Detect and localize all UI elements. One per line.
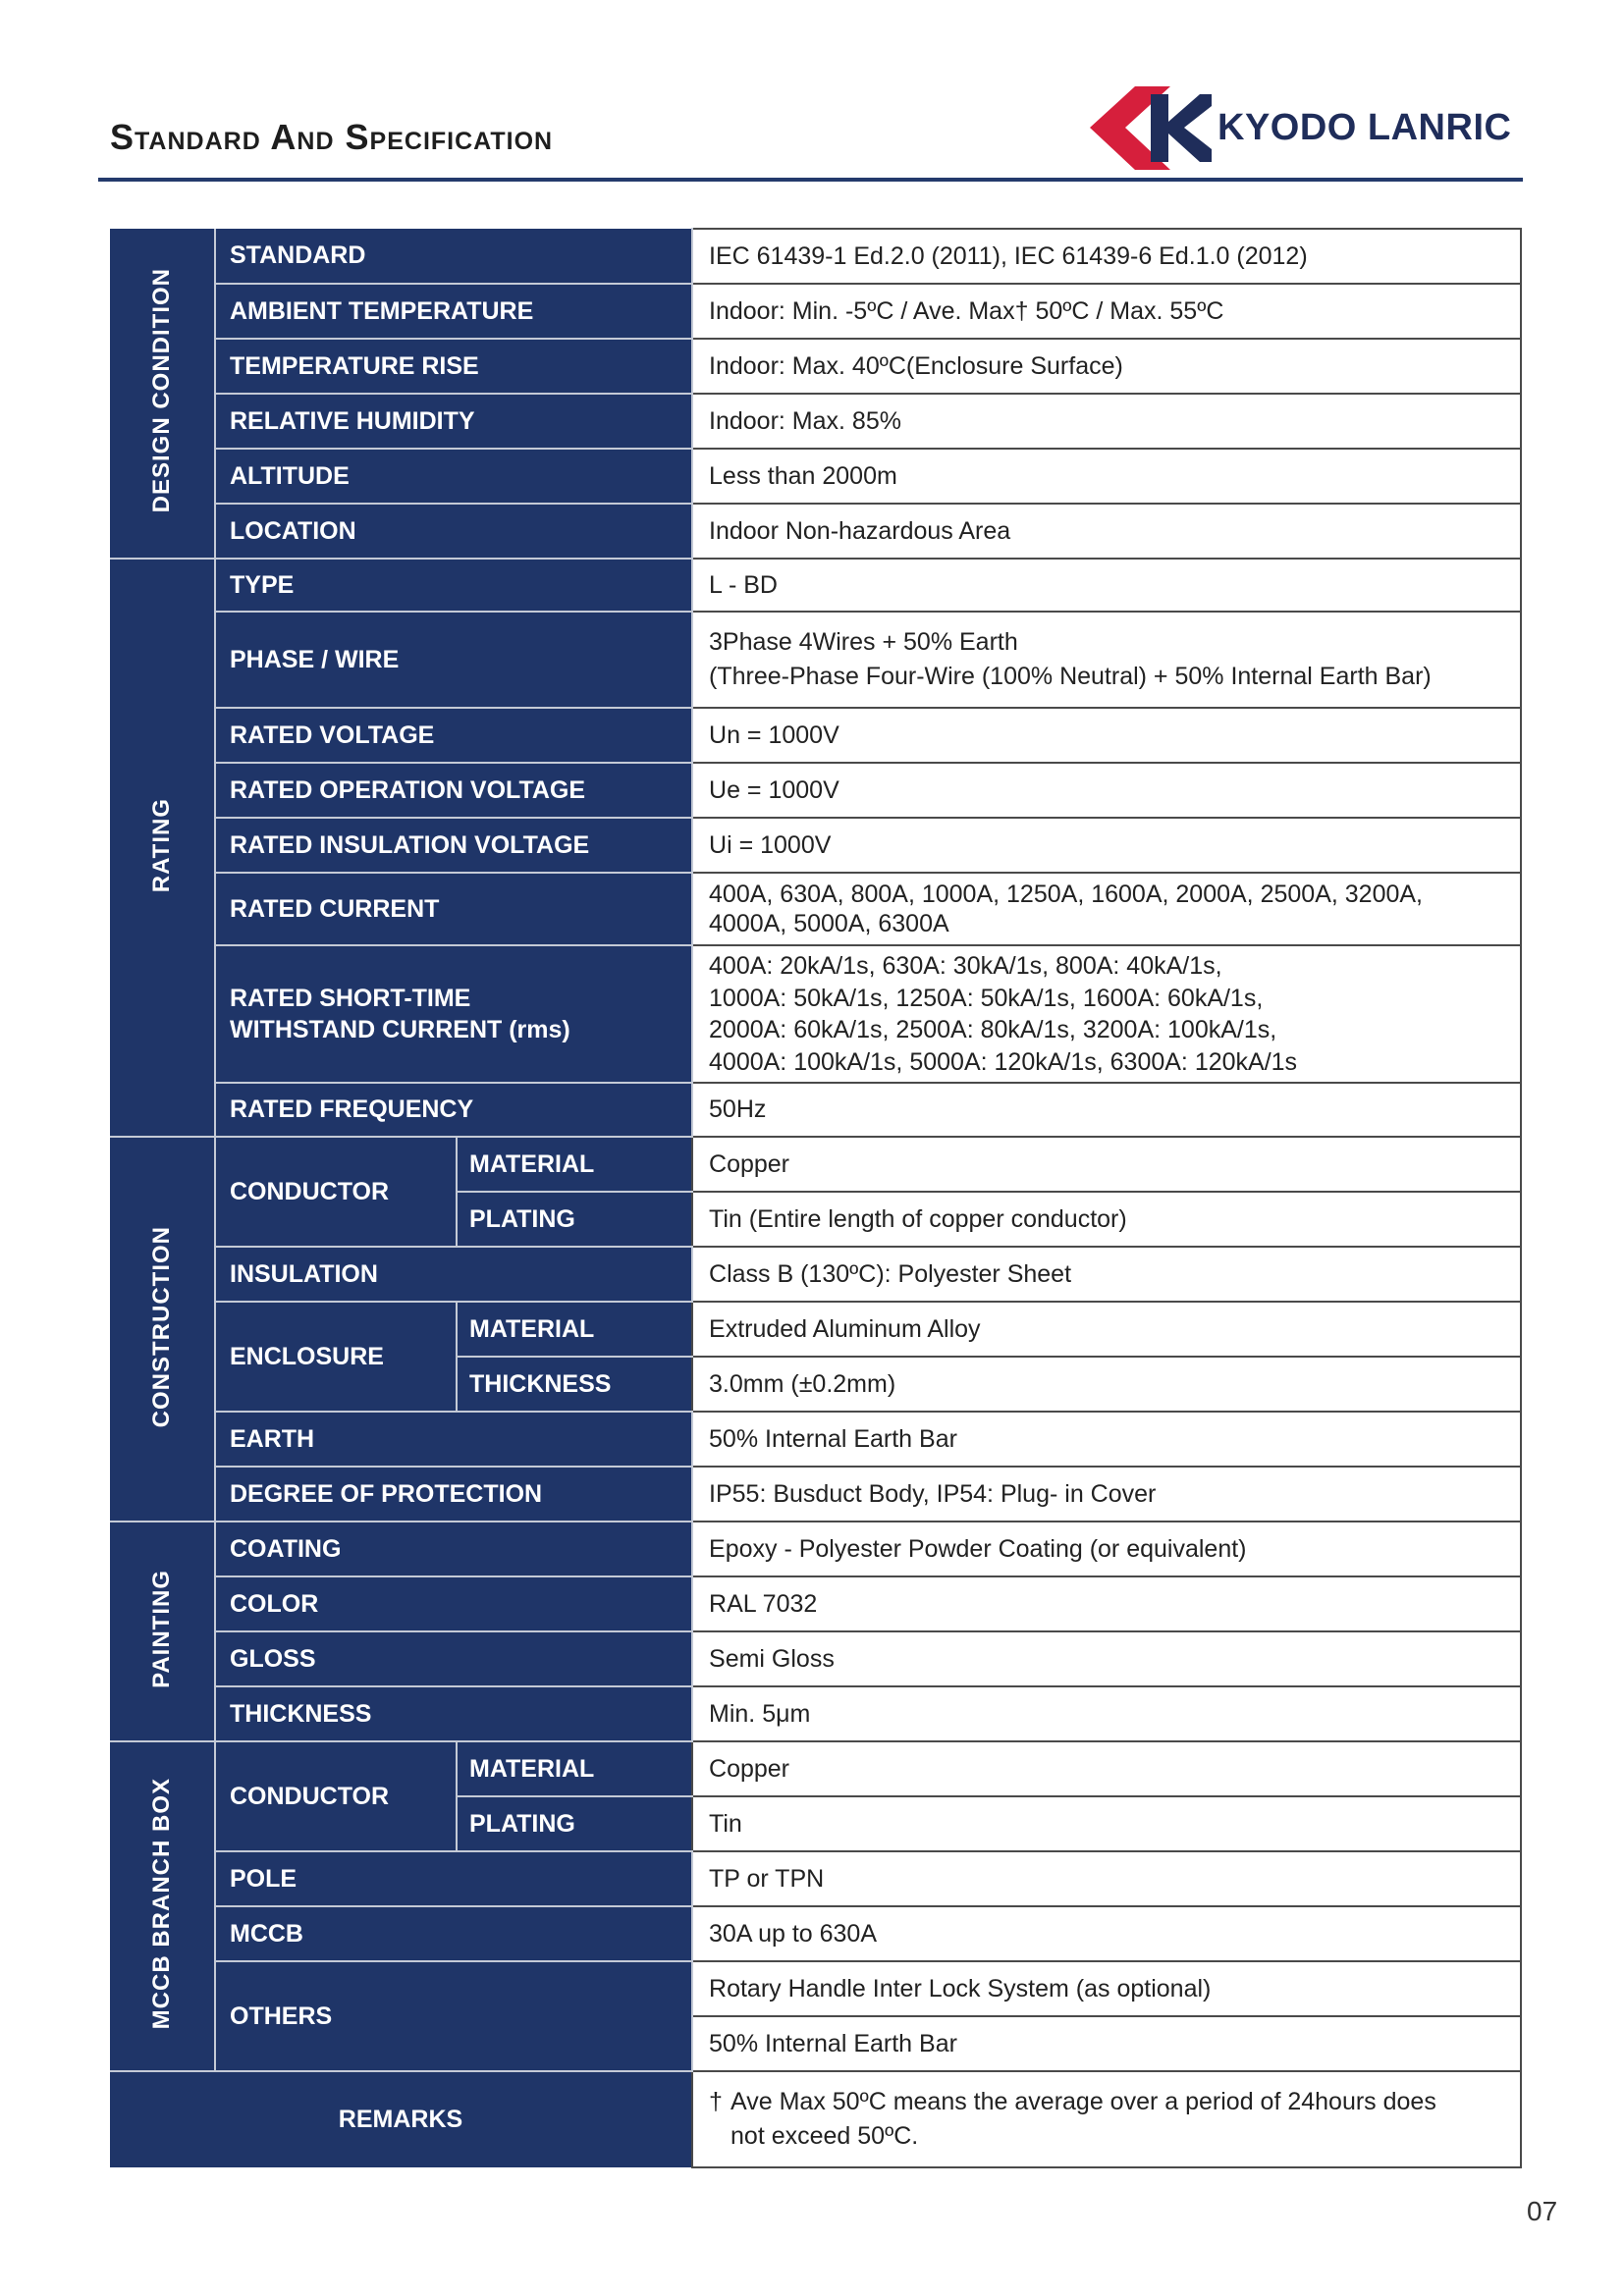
spec-value: Ui = 1000V (692, 818, 1521, 873)
dagger-mark: † (709, 2088, 723, 2115)
table-row (110, 504, 1521, 559)
table-row (110, 229, 1521, 284)
table-row (110, 559, 1521, 612)
spec-label: RELATIVE HUMIDITY (215, 394, 692, 449)
table-row (110, 339, 1521, 394)
category-mccb-branch-box: MCCB BRANCH BOX (110, 1741, 215, 2071)
spec-value: Min. 5μm (692, 1686, 1521, 1741)
spec-label: RATED FREQUENCY (215, 1083, 692, 1137)
header-divider (98, 178, 1523, 182)
logo-mark-icon (1090, 86, 1213, 170)
table-row (110, 818, 1521, 873)
remarks-note (692, 2071, 1521, 2167)
value-line: 1000A: 50kA/1s, 1250A: 50kA/1s, 1600A: 60kA/1s, (709, 984, 1264, 1012)
value-line: 2000A: 60kA/1s, 2500A: 80kA/1s, 3200A: 100kA/1s, (709, 1016, 1277, 1043)
label-line: WITHSTAND CURRENT (rms) (230, 1016, 570, 1043)
table-row (110, 1961, 1521, 2016)
table-row (110, 945, 1521, 1083)
category-rating: RATING (110, 559, 215, 1137)
spec-value: Class B (130ºC): Polyester Sheet (692, 1247, 1521, 1302)
table-row (110, 449, 1521, 504)
table-row (110, 1741, 1521, 1796)
spec-value: Indoor: Max. 40ºC(Enclosure Surface) (692, 339, 1521, 394)
spec-value: 50% Internal Earth Bar (692, 2016, 1521, 2071)
remarks-label: REMARKS (110, 2071, 692, 2167)
spec-value: IEC 61439-1 Ed.2.0 (2011), IEC 61439-6 Ed.1.0 (2012) (692, 229, 1521, 284)
spec-label: STANDARD (215, 229, 692, 284)
remarks-row (110, 2071, 1521, 2167)
table-row (110, 873, 1521, 945)
spec-value: Indoor: Min. -5ºC / Ave. Max† 50ºC / Max. 55ºC (692, 284, 1521, 339)
spec-label: TYPE (215, 559, 692, 612)
table-row (110, 1412, 1521, 1467)
spec-value: Indoor Non-hazardous Area (692, 504, 1521, 559)
spec-value: Tin (Entire length of copper conductor) (692, 1192, 1521, 1247)
category-painting: PAINTING (110, 1522, 215, 1741)
spec-label: THICKNESS (215, 1686, 692, 1741)
value-line: 4000A: 100kA/1s, 5000A: 120kA/1s, 6300A: 120kA/1s (709, 1047, 1298, 1076)
spec-value: TP or TPN (692, 1851, 1521, 1906)
spec-value: Semi Gloss (692, 1631, 1521, 1686)
spec-label: RATED CURRENT (215, 873, 692, 945)
spec-value: 50% Internal Earth Bar (692, 1412, 1521, 1467)
specification-table (110, 228, 1522, 2168)
spec-label: EARTH (215, 1412, 692, 1467)
spec-value: Copper (692, 1137, 1521, 1192)
spec-label: COLOR (215, 1576, 692, 1631)
spec-label: GLOSS (215, 1631, 692, 1686)
table-row (110, 394, 1521, 449)
spec-label: CONDUCTOR (215, 1741, 457, 1851)
table-row (110, 1467, 1521, 1522)
spec-label: OTHERS (215, 1961, 692, 2071)
spec-value: Extruded Aluminum Alloy (692, 1302, 1521, 1357)
table-row (110, 1851, 1521, 1906)
value-line: 400A, 630A, 800A, 1000A, 1250A, 1600A, 2000A, 2500A, 3200A, (709, 881, 1423, 908)
spec-label (215, 945, 692, 1083)
brand-logo (1090, 86, 1532, 170)
spec-label: LOCATION (215, 504, 692, 559)
spec-value: Tin (692, 1796, 1521, 1851)
table-row (110, 1522, 1521, 1576)
table-row (110, 1631, 1521, 1686)
spec-sublabel: MATERIAL (457, 1741, 692, 1796)
spec-value: Ue = 1000V (692, 763, 1521, 818)
spec-label: CONDUCTOR (215, 1137, 457, 1247)
spec-label: ENCLOSURE (215, 1302, 457, 1412)
category-construction: CONSTRUCTION (110, 1137, 215, 1522)
spec-label: ALTITUDE (215, 449, 692, 504)
table-row (110, 708, 1521, 763)
table-row (110, 1247, 1521, 1302)
spec-sublabel: MATERIAL (457, 1137, 692, 1192)
spec-label: MCCB (215, 1906, 692, 1961)
table-row (110, 1137, 1521, 1192)
value-line: 4000A, 5000A, 6300A (709, 910, 949, 937)
spec-label: DEGREE OF PROTECTION (215, 1467, 692, 1522)
spec-value: 50Hz (692, 1083, 1521, 1137)
spec-label: PHASE / WIRE (215, 612, 692, 708)
spec-value: Copper (692, 1741, 1521, 1796)
note-line: Ave Max 50ºC means the average over a period of 24hours does (730, 2088, 1436, 2115)
table-row (110, 1686, 1521, 1741)
spec-value: RAL 7032 (692, 1576, 1521, 1631)
table-row (110, 1302, 1521, 1357)
spec-sublabel: THICKNESS (457, 1357, 692, 1412)
spec-value: L - BD (692, 559, 1521, 612)
spec-sublabel: PLATING (457, 1796, 692, 1851)
table-row (110, 612, 1521, 708)
spec-value: Less than 2000m (692, 449, 1521, 504)
spec-value: Un = 1000V (692, 708, 1521, 763)
spec-value: IP55: Busduct Body, IP54: Plug- in Cover (692, 1467, 1521, 1522)
table-row (110, 763, 1521, 818)
spec-value: Indoor: Max. 85% (692, 394, 1521, 449)
label-line: RATED SHORT-TIME (230, 984, 471, 1012)
spec-sublabel: PLATING (457, 1192, 692, 1247)
value-line: 3Phase 4Wires + 50% Earth (709, 628, 1018, 656)
spec-label: RATED VOLTAGE (215, 708, 692, 763)
spec-label: RATED INSULATION VOLTAGE (215, 818, 692, 873)
table-row (110, 1906, 1521, 1961)
spec-value: 30A up to 630A (692, 1906, 1521, 1961)
table-row (110, 284, 1521, 339)
spec-value (692, 612, 1521, 708)
spec-label: AMBIENT TEMPERATURE (215, 284, 692, 339)
spec-value (692, 873, 1521, 945)
logo-text: KYODO LANRIC (1217, 107, 1512, 148)
table-row (110, 1083, 1521, 1137)
spec-sublabel: MATERIAL (457, 1302, 692, 1357)
page-number: 07 (1527, 2196, 1558, 2226)
page-title: Standard And Specification (110, 117, 554, 157)
spec-value: 3.0mm (±0.2mm) (692, 1357, 1521, 1412)
spec-value: Rotary Handle Inter Lock System (as optional) (692, 1961, 1521, 2016)
table-row (110, 1576, 1521, 1631)
value-line: 400A: 20kA/1s, 630A: 30kA/1s, 800A: 40kA/1s, (709, 952, 1222, 980)
value-line: (Three-Phase Four-Wire (100% Neutral) + 50% Internal Earth Bar) (709, 663, 1432, 690)
spec-label: INSULATION (215, 1247, 692, 1302)
spec-label: COATING (215, 1522, 692, 1576)
note-line: not exceed 50ºC. (730, 2122, 919, 2150)
spec-label: RATED OPERATION VOLTAGE (215, 763, 692, 818)
spec-value (692, 945, 1521, 1083)
category-design-condition: DESIGN CONDITION (110, 229, 215, 559)
spec-label: TEMPERATURE RISE (215, 339, 692, 394)
spec-label: POLE (215, 1851, 692, 1906)
spec-value: Epoxy - Polyester Powder Coating (or equivalent) (692, 1522, 1521, 1576)
